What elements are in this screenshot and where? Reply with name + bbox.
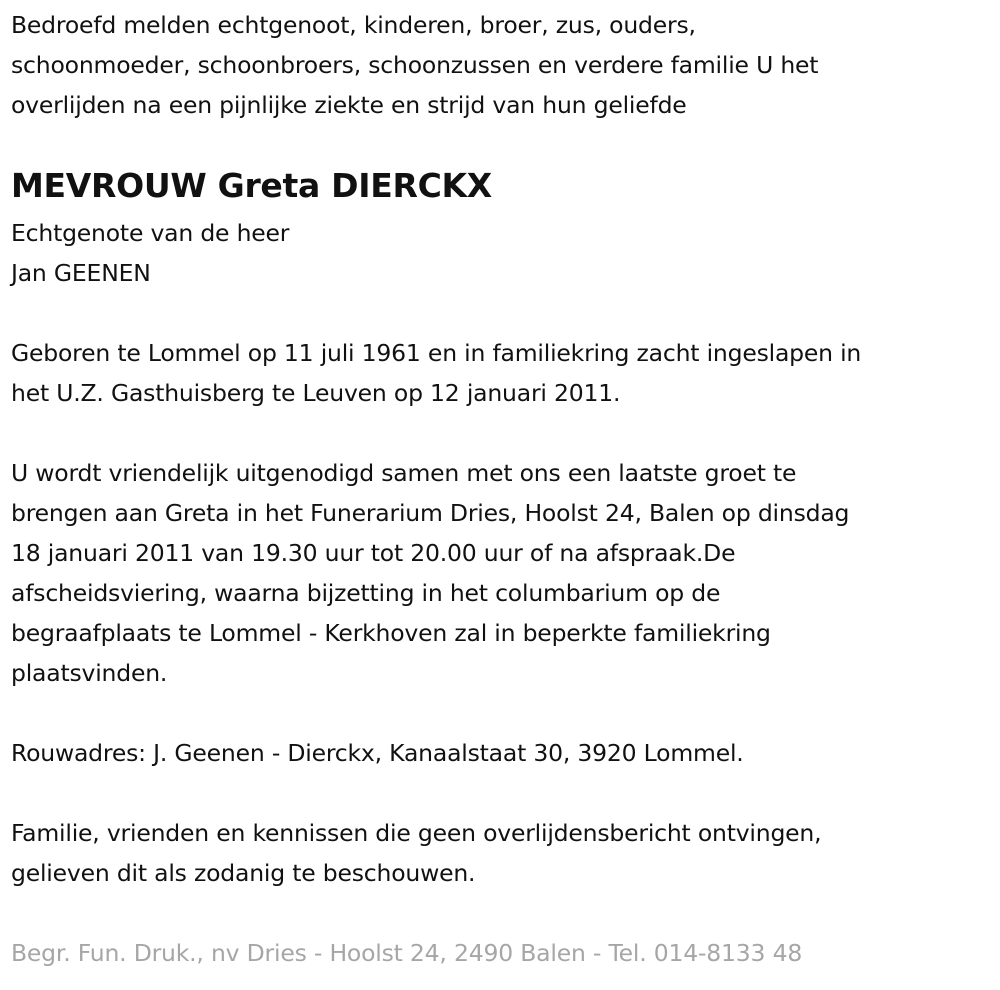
intro-paragraph	[11, 5, 818, 125]
spouse-line: Echtgenote van de heer	[11, 219, 290, 247]
intro-line: Bedroefd melden echtgenoot, kinderen, broer, zus, ouders,	[11, 11, 696, 39]
invitation-line: plaatsvinden.	[11, 659, 168, 687]
notice-paragraph	[11, 813, 821, 893]
spouse-paragraph	[11, 213, 289, 293]
intro-line: schoonmoeder, schoonbroers, schoonzussen en verdere familie U het	[11, 51, 819, 79]
notice-line: Familie, vrienden en kennissen die geen overlijdensbericht ontvingen,	[11, 819, 822, 847]
invitation-paragraph	[11, 453, 849, 693]
invitation-line: begraafplaats te Lommel - Kerkhoven zal in beperkte familiekring	[11, 619, 771, 647]
birth-death-line: Geboren te Lommel op 11 juli 1961 en in familiekring zacht ingeslapen in	[11, 339, 862, 367]
spouse-line: Jan GEENEN	[11, 259, 151, 287]
printer-footer	[11, 933, 802, 973]
address-paragraph	[11, 733, 744, 773]
deceased-name: MEVROUW Greta DIERCKX	[11, 166, 492, 205]
footer-line: Begr. Fun. Druk., nv Dries - Hoolst 24, 2490 Balen - Tel. 014-8133 48	[11, 939, 803, 967]
invitation-line: afscheidsviering, waarna bijzetting in het columbarium op de	[11, 579, 721, 607]
invitation-line: 18 januari 2011 van 19.30 uur tot 20.00 uur of na afspraak.De	[11, 539, 736, 567]
birth-death-line: het U.Z. Gasthuisberg te Leuven op 12 januari 2011.	[11, 379, 621, 407]
birth-death-paragraph	[11, 333, 861, 413]
intro-line: overlijden na een pijnlijke ziekte en strijd van hun geliefde	[11, 91, 687, 119]
address-line: Rouwadres: J. Geenen - Dierckx, Kanaalstaat 30, 3920 Lommel.	[11, 739, 744, 767]
invitation-line: brengen aan Greta in het Funerarium Dries, Hoolst 24, Balen op dinsdag	[11, 499, 850, 527]
invitation-line: U wordt vriendelijk uitgenodigd samen met ons een laatste groet te	[11, 459, 797, 487]
notice-line: gelieven dit als zodanig te beschouwen.	[11, 859, 476, 887]
